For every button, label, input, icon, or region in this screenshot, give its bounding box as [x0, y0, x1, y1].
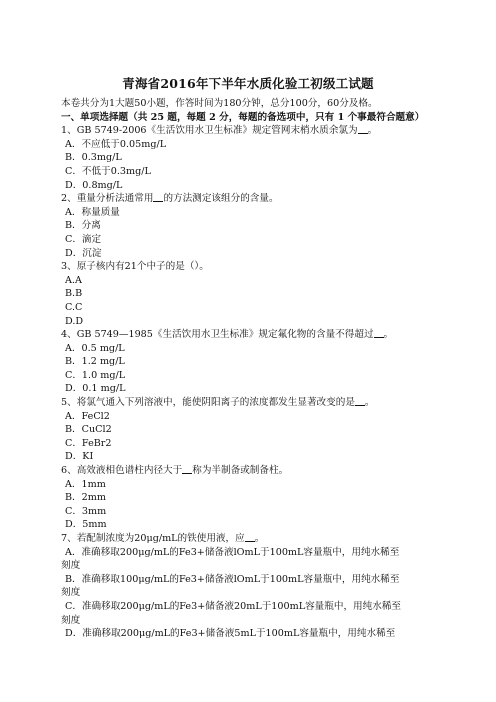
question-3-stem: 3、原子核内有21个中子的是（）。: [61, 261, 209, 273]
option: A．准确移取200μg/mL的Fe3+储备液lOmL于100mL容量瓶中，用纯水稀至: [65, 546, 400, 558]
answer-blank: [245, 532, 255, 542]
question-4-text-end: 。: [383, 329, 394, 341]
question-2-text: 2、重量分析法通常用: [61, 193, 154, 205]
option: B．分离: [65, 220, 101, 232]
question-1-stem: [61, 124, 441, 138]
option: C．3mm: [65, 505, 107, 517]
option: A．称量质量: [65, 206, 120, 218]
option: D．0.8mg/L: [65, 179, 123, 191]
option: B.B: [65, 288, 83, 300]
option: A.A: [65, 274, 82, 286]
question-2-stem: [61, 192, 441, 206]
option: D．5mm: [65, 519, 107, 531]
question-2-text-end: 的方法测定该组分的含量。: [163, 193, 279, 205]
option: A．FeCl2: [65, 410, 110, 422]
option: A．0.5 mg/L: [65, 342, 125, 354]
option-continuation: 刻度: [61, 560, 81, 572]
section-heading: 一、单项选择题（共 25 题，每题 2 分，每题的备选项中，只有 1 个事最符合题意）: [61, 111, 425, 123]
question-7-text-end: 。: [254, 533, 265, 544]
question-6-stem: [61, 464, 441, 478]
question-5-stem: [61, 396, 441, 410]
option: B．准确移取100μg/mL的Fe3+储备液lOmL于100mL容量瓶中，用纯水稀至: [65, 573, 400, 585]
option: A．1mm: [65, 478, 106, 490]
question-1-text-end: 。: [367, 125, 378, 137]
option: D．0.1 mg/L: [65, 383, 126, 395]
option: C．准确移取200μg/mL的Fe3+储备液20mL于100mL容量瓶中，用纯水稀至: [65, 600, 402, 612]
option: D.D: [65, 315, 84, 327]
question-1-text: 1、GB 5749-2006《生活饮用水卫生标准》规定管网末梢水质余氯为: [61, 125, 358, 137]
answer-blank: [374, 328, 384, 338]
answer-blank: [358, 124, 368, 134]
answer-blank: [355, 396, 365, 406]
option: D．准确移取200μg/mL的Fe3+储备液5mL于100mL容量瓶中，用纯水稀至: [65, 628, 396, 640]
option-continuation: 刻度: [61, 614, 81, 626]
option: B．1.2 mg/L: [65, 356, 125, 368]
question-5-text: 5、将氯气通入下列溶液中，能使阴阳离子的浓度都发生显著改变的是: [61, 397, 355, 409]
option: B．CuCl2: [65, 424, 112, 436]
option: D．沉淀: [65, 247, 102, 259]
question-6-text-end: 称为半制备或制备柱。: [192, 465, 289, 477]
document-body: [61, 97, 441, 641]
option: D．KI: [65, 451, 94, 463]
question-4-text: 4、GB 5749—1985《生活饮用水卫生标准》规定氟化物的含量不得超过: [61, 329, 374, 341]
page-title: 青海省2016年下半年水质化验工初级工试题: [122, 76, 374, 91]
option: B．0.3mg/L: [65, 152, 122, 164]
option: C．不低于0.3mg/L: [65, 165, 151, 177]
question-7-stem: [61, 532, 441, 546]
option: A．不应低于0.05mg/L: [65, 138, 167, 150]
option: B．2mm: [65, 492, 106, 504]
question-6-text: 6、高效液相色谱柱内径大于: [61, 465, 183, 477]
answer-blank: [153, 192, 163, 202]
option: C．滴定: [65, 233, 102, 245]
option-continuation: 刻度: [61, 587, 81, 599]
intro-text: 本卷共分为1大题50小题，作答时间为180分钟，总分100分，60分及格。: [61, 98, 378, 109]
question-7-text: 7、若配制浓度为20μg/mL的铁使用液，应: [61, 533, 245, 544]
option: C.C: [65, 301, 83, 313]
question-5-text-end: 。: [364, 397, 375, 409]
answer-blank: [182, 464, 192, 474]
option: C．FeBr2: [65, 437, 112, 449]
option: C．1.0 mg/L: [65, 369, 126, 381]
question-4-stem: [61, 328, 441, 342]
